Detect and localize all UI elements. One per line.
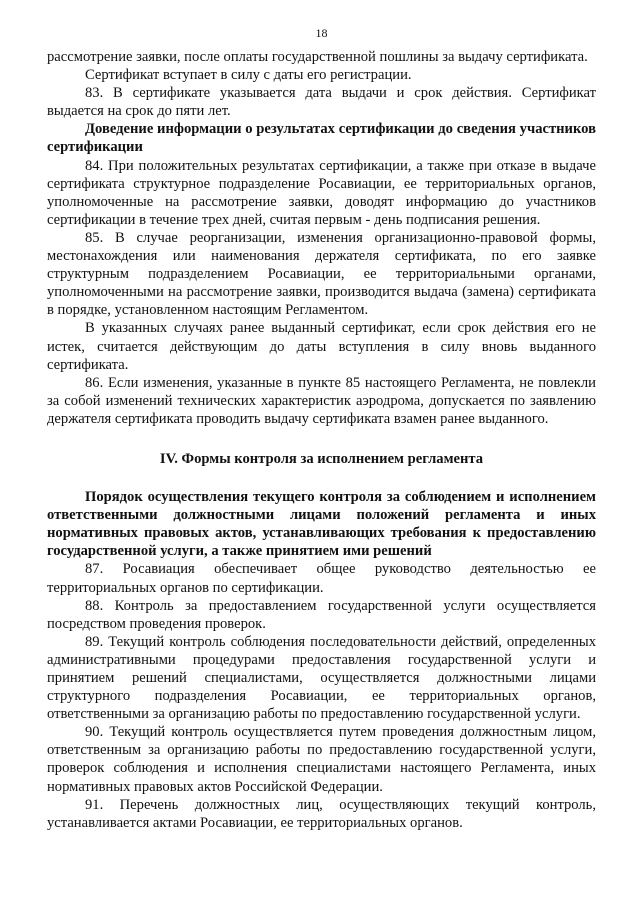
subheading-control-procedure: Порядок осуществления текущего контроля за соблюдением и исполнением ответственными должностными лицами положений регламента и иных нормативных правовых актов, устанавливающих требования к предоставлению государственной услуги, а также принятием ими решений: [47, 489, 596, 560]
paragraph-83: 83. В сертификате указывается дата выдачи и срок действия. Сертификат выдается на срок до пяти лет.: [47, 85, 596, 120]
paragraph-certificate-validity: Сертификат вступает в силу с даты его регистрации.: [85, 67, 412, 84]
page-number: 18: [315, 26, 328, 40]
paragraph-87: 87. Росавиация обеспечивает общее руководство деятельностью ее территориальных органов по сертификации.: [47, 561, 596, 596]
paragraph-85-continuation: В указанных случаях ранее выданный сертификат, если срок действия его не истек, считается действующим до даты вступления в силу вновь выданного сертификата.: [47, 320, 596, 373]
paragraph-85: 85. В случае реорганизации, изменения организационно-правовой формы, местонахождения или наименования держателя сертификата, по его заявке структурным подразделением Росавиации, ее территориальными органами, уполномоченными на рассмотрение заявки, производится выдача (замена) сертификата в порядке, установленном настоящим Регламентом.: [47, 229, 596, 319]
paragraph-84: 84. При положительных результатах сертификации, а также при отказе в выдаче сертификата структурное подразделение Росавиации, ее территориальных органов, уполномоченные на рассмотрение заявки, доводят информацию до участников сертификации в течение трех дней, считая первым - день подписания решения.: [47, 157, 596, 228]
paragraph-continuation: рассмотрение заявки, после оплаты государственной пошлины за выдачу сертификата.: [47, 49, 588, 65]
paragraph-88: 88. Контроль за предоставлением государственной услуги осуществляется посредством проведения проверок.: [47, 597, 596, 632]
subheading-certification-info: Доведение информации о результатах сертификации до сведения участников сертификации: [47, 121, 596, 156]
paragraph-89: 89. Текущий контроль соблюдения последовательности действий, определенных административными процедурами предоставления государственной услуги и принятием решений специалистами, осуществляется должностными лицами структурного подразделения Росавиации, ее территориальных органов, ответственными за организацию работы по предоставлению государственной услуги.: [47, 633, 596, 723]
paragraph-90: 90. Текущий контроль осуществляется путем проведения должностным лицом, ответственным за организацию работы по предоставлению государственной услуги, проверок соблюдения и исполнения специалистами настоящего Регламента, иных нормативных правовых актов Российской Федерации.: [47, 724, 596, 795]
paragraph-86: 86. Если изменения, указанные в пункте 85 настоящего Регламента, не повлекли за собой изменений технических характеристик аэродрома, допускается по заявлению держателя сертификата проводить выдачу сертификата взамен ранее выданного.: [47, 374, 596, 427]
paragraph-91: 91. Перечень должностных лиц, осуществляющих текущий контроль, устанавливается актами Росавиации, ее территориальных органов.: [47, 796, 596, 831]
section-heading-iv: IV. Формы контроля за исполнением регламента: [159, 450, 484, 467]
